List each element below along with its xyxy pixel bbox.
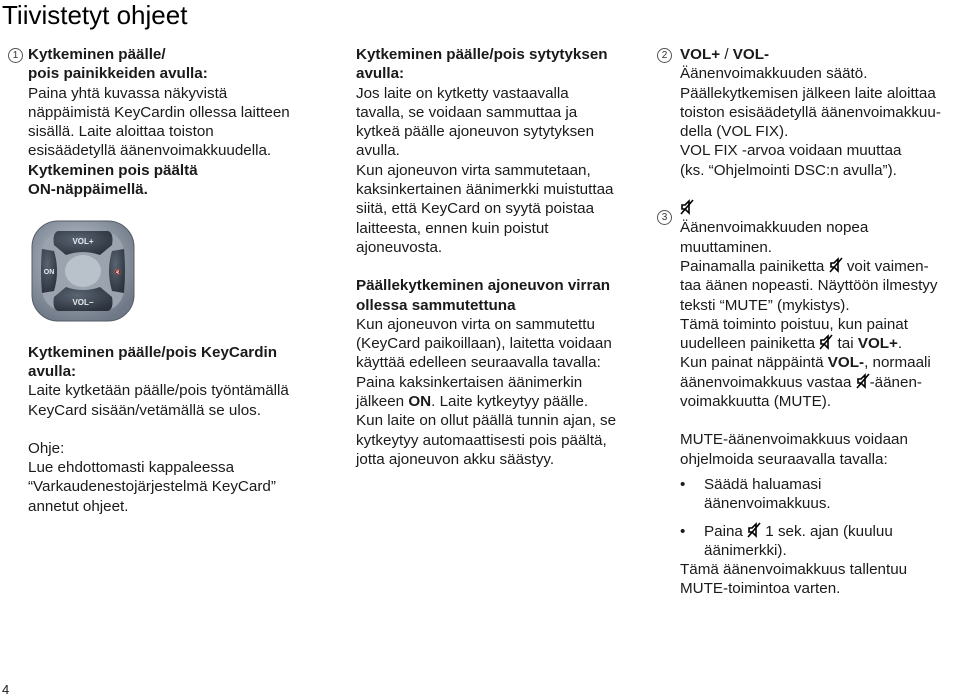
- text-line: Kun ajoneuvon virta sammutetaan,: [356, 161, 591, 179]
- section-heading: Kytkeminen päälle/pois sytytyksen: [356, 46, 608, 63]
- page-title: Tiivistetyt ohjeet: [2, 0, 188, 30]
- section-heading: [680, 199, 956, 218]
- text-line: muuttaminen.: [680, 238, 773, 256]
- column-2: [356, 45, 648, 469]
- text-line: jälkeen ON. Laite kytkeytyy päälle.: [356, 393, 589, 411]
- mute-label: 🔇: [114, 269, 122, 277]
- text-line: Lue ehdottomasti kappaleessa: [28, 459, 235, 477]
- text-line: avulla.: [356, 142, 400, 160]
- text-line: MUTE-toimintoa varten.: [680, 580, 841, 598]
- text-line: Paina kaksinkertaisen äänimerkin: [356, 373, 583, 391]
- text-line: Äänenvoimakkuuden nopea: [680, 219, 869, 237]
- text-line: voimakkuutta (MUTE).: [680, 393, 832, 411]
- text-line: KeyCard sisään/vetämällä se ulos.: [28, 401, 261, 419]
- mute-icon: [747, 522, 761, 538]
- text-line: esisäädetyllä äänenvoimakkuudella.: [28, 142, 272, 160]
- mute-icon: [856, 373, 870, 389]
- bullet: •: [680, 522, 686, 540]
- text-line: kaksinkertainen äänimerkki muistuttaa: [356, 181, 614, 199]
- bullet: •: [680, 475, 686, 493]
- text-line: siitä, että KeyCard on syytä poistaa: [356, 200, 595, 218]
- section-heading: ollessa sammutettuna: [356, 296, 516, 314]
- keycard-device-illustration: [30, 219, 136, 323]
- text-line: Jos laite on kytketty vastaavalla: [356, 84, 569, 102]
- list-item: [680, 522, 956, 561]
- text-line: Tämä toiminto poistuu, kun painat: [680, 315, 908, 333]
- mute-icon: [829, 257, 843, 273]
- page-number: 4: [2, 682, 10, 697]
- column-1: [28, 45, 328, 516]
- text-line: sisällä. Laite aloittaa toiston: [28, 123, 214, 141]
- text-line: Säädä haluamasi: [704, 475, 822, 493]
- text-line: (ks. “Ohjelmointi DSC:n avulla”).: [680, 161, 897, 179]
- step-marker-1: 1: [8, 48, 23, 63]
- text-line: (KeyCard paikoillaan), laitetta voidaan: [356, 335, 612, 353]
- text-line: tavalla, se voidaan sammuttaa ja: [356, 103, 578, 121]
- mute-icon: [680, 199, 694, 215]
- text-line: uudelleen painiketta tai VOL+.: [680, 335, 903, 353]
- text-line: Päällekytkemisen jälkeen laite aloittaa: [680, 84, 936, 102]
- text-line: äänenvoimakkuus vastaa -äänen-: [680, 373, 922, 391]
- text-line: Kun ajoneuvon virta on sammutettu: [356, 315, 595, 333]
- text-line: ajoneuvosta.: [356, 238, 443, 256]
- section-heading: VOL+ / VOL-: [680, 46, 770, 63]
- text-line: Paina 1 sek. ajan (kuuluu: [704, 522, 893, 540]
- mute-icon: [819, 334, 833, 350]
- section-heading: Kytkeminen pois päältä: [28, 161, 198, 179]
- section-heading: Päällekytkeminen ajoneuvon virran: [356, 277, 611, 295]
- text-line: käyttää edelleen seuraavalla tavalla:: [356, 354, 601, 372]
- section-heading: Kytkeminen päälle/: [28, 46, 166, 63]
- step-marker-2: 2: [657, 48, 672, 63]
- text-line: toiston esisäädetyllä äänenvoimakkuu-: [680, 103, 941, 121]
- section-heading: Kytkeminen päälle/pois KeyCardin: [28, 343, 277, 361]
- section-heading: ON-näppäimellä.: [28, 181, 148, 199]
- vol-up-label: VOL+: [72, 237, 94, 247]
- text-line: kytkeytyy automaattisesti pois päältä,: [356, 431, 607, 449]
- text-line: Kun laite on ollut päällä tunnin ajan, se: [356, 412, 617, 430]
- text-line: ohjelmoida seuraavalla tavalla:: [680, 450, 888, 468]
- text-line: Tämä äänenvoimakkuus tallentuu: [680, 561, 908, 579]
- text-line: “Varkaudenestojärjestelmä KeyCard”: [28, 478, 276, 496]
- text-line: MUTE-äänenvoimakkuus voidaan: [680, 431, 908, 449]
- text-line: Kun painat näppäintä VOL-, normaali: [680, 354, 931, 372]
- text-line: jotta ajoneuvon akku säästyy.: [356, 450, 555, 468]
- text-line: VOL FIX -arvoa voidaan muuttaa: [680, 142, 902, 160]
- text-line: Paina yhtä kuvassa näkyvistä: [28, 84, 228, 102]
- on-label: ON: [43, 269, 55, 277]
- list-item: [680, 475, 956, 514]
- text-line: teksti “MUTE” (mykistys).: [680, 296, 850, 314]
- text-line: Painamalla painiketta voit vaimen-: [680, 257, 929, 275]
- text-line: äänenvoimakkuus.: [704, 495, 831, 513]
- section-heading: avulla:: [28, 362, 77, 380]
- text-line: Äänenvoimakkuuden säätö.: [680, 65, 868, 83]
- text-line: taa äänen nopeasti. Näyttöön ilmestyy: [680, 277, 938, 295]
- text-line: annetut ohjeet.: [28, 497, 129, 515]
- text-line: Laite kytketään päälle/pois työntämällä: [28, 382, 289, 400]
- text-line: äänimerkki).: [704, 541, 787, 559]
- vol-down-label: VOL−: [72, 298, 94, 308]
- text-line: kytkeä päälle ajoneuvon sytytyksen: [356, 123, 595, 141]
- text-line: näppäimistä KeyCardin ollessa laitteen: [28, 103, 290, 121]
- section-heading: pois painikkeiden avulla:: [28, 65, 208, 83]
- note-label: Ohje:: [28, 439, 65, 457]
- step-marker-3: 3: [657, 210, 672, 225]
- text-line: della (VOL FIX).: [680, 123, 789, 141]
- section-heading: avulla:: [356, 65, 405, 83]
- text-line: laitteesta, ennen kuin poistut: [356, 219, 549, 237]
- column-3: [680, 45, 956, 599]
